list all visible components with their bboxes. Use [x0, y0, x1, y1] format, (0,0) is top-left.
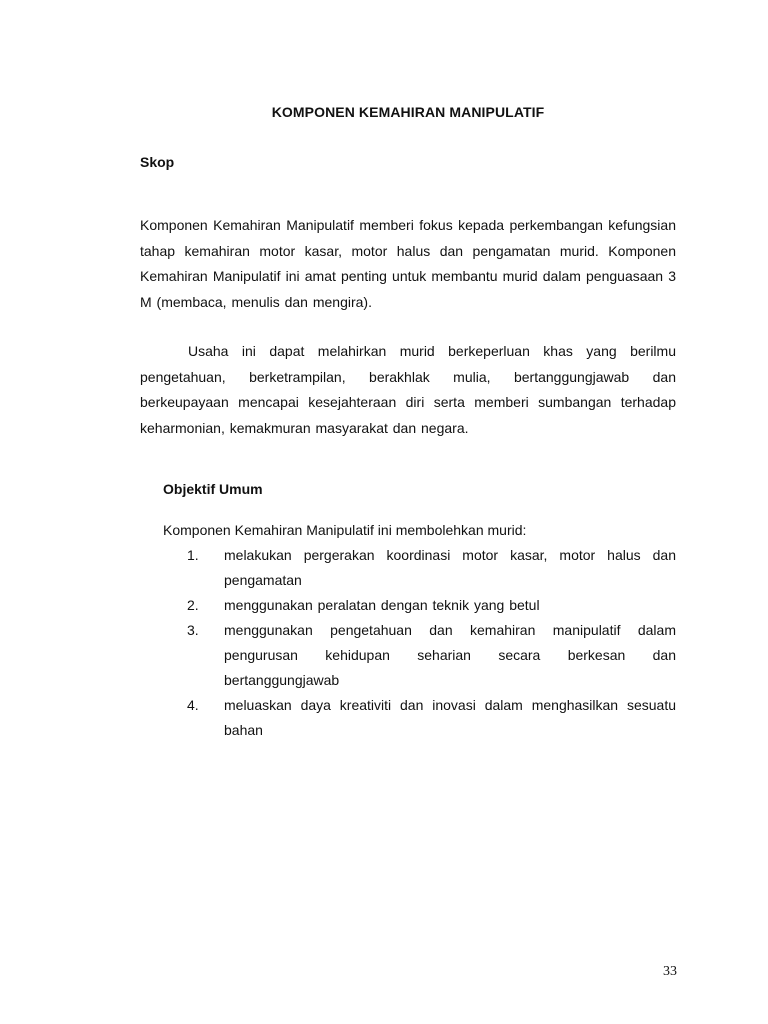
list-item-text: menggunakan pengetahuan dan kemahiran manipulatif dalam pengurusan kehidupan seharian secara berkesan dan bertanggungjawab: [224, 622, 676, 688]
list-item-number: 4.: [187, 697, 199, 713]
list-item-number: 2.: [187, 597, 199, 613]
list-item-text: melakukan pergerakan koordinasi motor kasar, motor halus dan pengamatan: [224, 547, 676, 588]
objektif-intro: Komponen Kemahiran Manipulatif ini membolehkan murid:: [163, 522, 527, 538]
list-item-text: meluaskan daya kreativiti dan inovasi dalam menghasilkan sesuatu bahan: [224, 697, 676, 738]
objektif-list-item-1: [187, 543, 676, 593]
objektif-list-item-3: [187, 618, 676, 693]
page-number: 33: [663, 964, 677, 979]
objektif-umum-heading: Objektif Umum: [163, 481, 263, 497]
skop-paragraph-1: Komponen Kemahiran Manipulatif memberi fokus kepada perkembangan kefungsian tahap kemahiran motor kasar, motor halus dan pengamatan murid. Komponen Kemahiran Manipulatif ini amat penting untuk membantu murid dalam penguasaan 3 M (membaca, menulis dan mengira).: [140, 217, 676, 310]
objektif-list: [187, 543, 676, 743]
document-title: KOMPONEN KEMAHIRAN MANIPULATIF: [271, 104, 545, 120]
list-item-number: 1.: [187, 547, 199, 563]
list-item-number: 3.: [187, 622, 199, 638]
objektif-list-item-2: [187, 593, 676, 618]
skop-heading: Skop: [140, 154, 175, 170]
skop-paragraph-2: Usaha ini dapat melahirkan murid berkeperluan khas yang berilmu pengetahuan, berketrampilan, berakhlak mulia, bertanggungjawab dan berkeupayaan mencapai kesejahteraan diri serta memberi sumbangan terhadap keharmonian, kemakmuran masyarakat dan negara.: [140, 343, 676, 436]
objektif-list-item-4: [187, 693, 676, 743]
list-item-text: menggunakan peralatan dengan teknik yang betul: [224, 597, 540, 613]
